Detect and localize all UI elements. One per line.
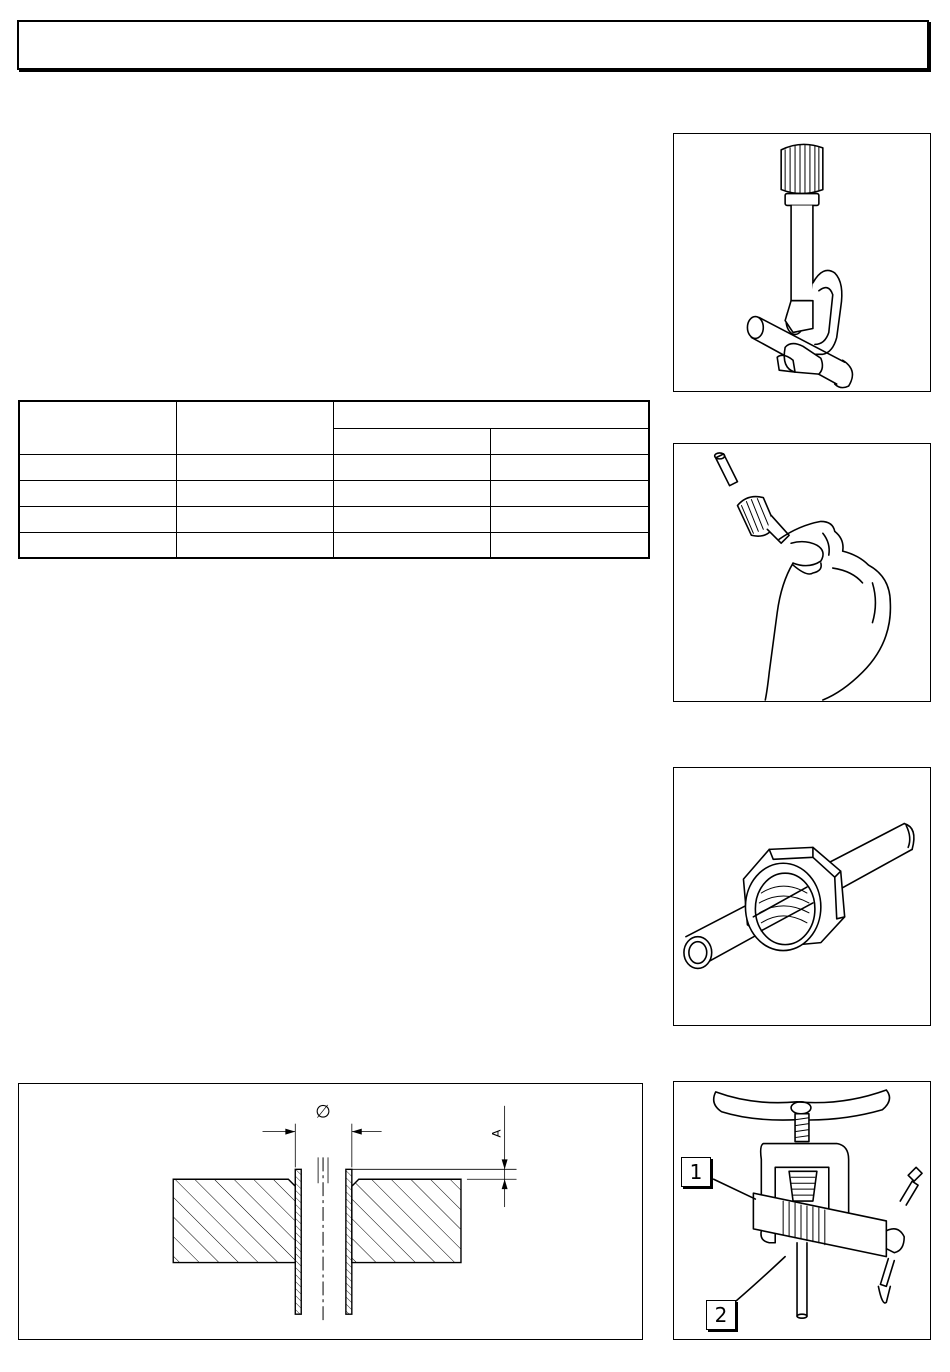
table-header-cell — [19, 401, 176, 454]
figure-section-drawing — [18, 1083, 643, 1340]
flare-nut-on-tube-icon — [674, 768, 930, 1025]
diameter-symbol: ∅ — [315, 1101, 331, 1123]
deburring-tool-hand-icon — [674, 444, 930, 701]
figure-flaring-tool — [673, 1081, 931, 1340]
table-subheader-cell — [490, 428, 649, 454]
dimension-label-a: A — [489, 1129, 504, 1138]
callout-1: 1 — [681, 1157, 711, 1187]
figure-flare-nut — [673, 767, 931, 1026]
table-subheader-cell — [333, 428, 490, 454]
table-header-cell — [333, 401, 649, 428]
table-header-cell — [176, 401, 333, 454]
table-row — [19, 506, 649, 532]
table-row — [19, 480, 649, 506]
flaring-block-section-icon — [19, 1084, 642, 1339]
page-header-box — [17, 20, 929, 70]
tube-cutter-icon — [674, 134, 930, 391]
table-row — [19, 454, 649, 480]
spec-table — [18, 400, 650, 559]
figure-tube-cutter — [673, 133, 931, 392]
figure-deburrer — [673, 443, 931, 702]
callout-2: 2 — [706, 1300, 736, 1330]
table-row — [19, 532, 649, 558]
